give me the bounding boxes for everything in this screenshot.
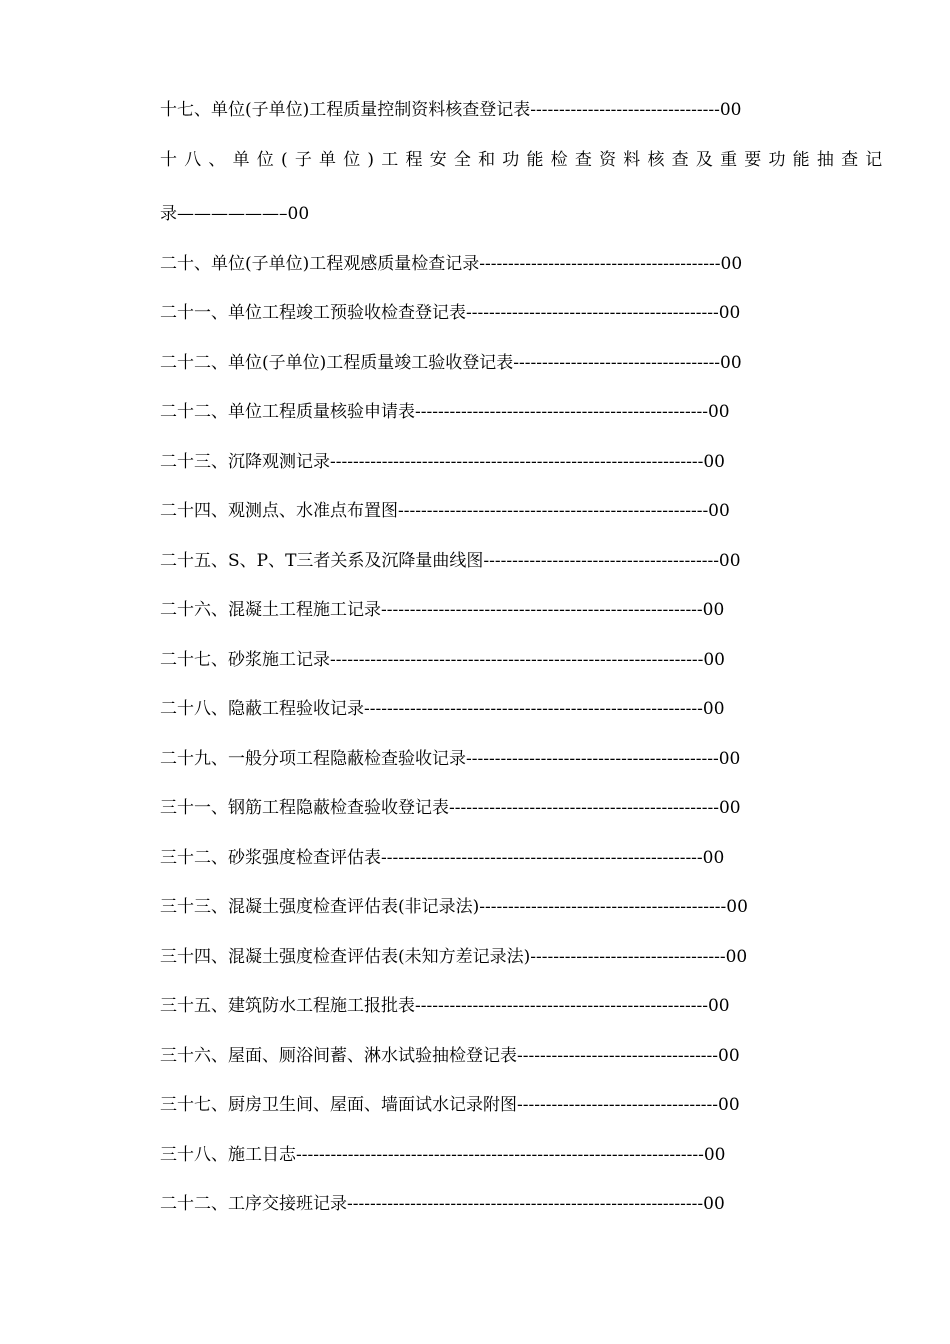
toc-entry-text: 三十一、钢筋工程隐蔽检查验收登记表-----------------------------------------------00 <box>160 798 741 818</box>
toc-entry-text: 二十一、单位工程竣工预验收检查登记表--------------------------------------------00 <box>160 303 741 323</box>
toc-entry-38 <box>160 1141 802 1169</box>
toc-entry-37 <box>160 1091 802 1119</box>
toc-entry-text: 三十四、混凝土强度检查评估表(未知方差记录法)----------------------------------00 <box>160 947 748 967</box>
toc-entry-text: 二十二、单位工程质量核验申请表---------------------------------------------------00 <box>160 402 730 422</box>
toc-entry-text: 三十七、厨房卫生间、屋面、墙面试水记录附图-----------------------------------00 <box>160 1095 740 1115</box>
toc-entry-26 <box>160 596 802 624</box>
toc-entry-text: 二十九、一般分项工程隐蔽检查验收记录--------------------------------------------00 <box>160 749 741 769</box>
toc-entry-text: 二十六、混凝土工程施工记录--------------------------------------------------------00 <box>160 600 725 620</box>
toc-entry-text: 三十二、砂浆强度检查评估表--------------------------------------------------------00 <box>160 848 725 868</box>
toc-entry-text: 二十七、砂浆施工记录-----------------------------------------------------------------00 <box>160 650 726 670</box>
toc-entry-27 <box>160 646 802 674</box>
toc-entry-text: 二十四、观测点、水准点布置图------------------------------------------------------00 <box>160 501 730 521</box>
toc-entry-22a <box>160 349 802 377</box>
toc-entry-text: 二十八、隐蔽工程验收记录-----------------------------------------------------------00 <box>160 699 725 719</box>
toc-entry-22b <box>160 398 802 426</box>
toc-entry-33 <box>160 893 802 921</box>
toc-entry-22c <box>160 1190 802 1218</box>
toc-entry-17 <box>160 96 802 124</box>
toc-entry-20 <box>160 250 802 278</box>
toc-entry-text: 二十二、工序交接班记录--------------------------------------------------------------00 <box>160 1194 725 1214</box>
toc-entry-text: 二十、单位(子单位)工程观感质量检查记录------------------------------------------00 <box>160 254 743 274</box>
toc-entry-31 <box>160 794 802 822</box>
toc-entry-text: 二十五、S、P、T三者关系及沉降量曲线图-----------------------------------------00 <box>160 551 741 571</box>
toc-entry-36 <box>160 1042 802 1070</box>
toc-entry-text: 三十三、混凝土强度检查评估表(非记录法)-------------------------------------------00 <box>160 897 748 917</box>
toc-entry-24 <box>160 497 802 525</box>
toc-entry-25 <box>160 547 802 575</box>
toc-entry-text: 三十八、施工日志-----------------------------------------------------------------------00 <box>160 1145 726 1165</box>
toc-entry-text: 二十三、沉降观测记录-----------------------------------------------------------------00 <box>160 452 726 472</box>
toc-entry-21 <box>160 299 802 327</box>
toc-entry-text: 三十六、屋面、厕浴间蓄、淋水试验抽检登记表-----------------------------------00 <box>160 1046 740 1066</box>
toc-entry-text: 二十二、单位(子单位)工程质量竣工验收登记表------------------------------------00 <box>160 353 742 373</box>
toc-entry-32 <box>160 844 802 872</box>
toc-entry-18-line2 <box>160 200 309 228</box>
toc-entry-23 <box>160 448 802 476</box>
toc-entry-text: 录——————–00 <box>160 204 310 224</box>
toc-entry-text: 十八、单位(子单位)工程安全和功能检查资料核查及重要功能抽查记 <box>160 150 890 170</box>
toc-entry-28 <box>160 695 802 723</box>
toc-entry-29 <box>160 745 802 773</box>
toc-entry-34 <box>160 943 802 971</box>
toc-entry-text: 十七、单位(子单位)工程质量控制资料核查登记表---------------------------------00 <box>160 100 742 120</box>
toc-entry-35 <box>160 992 802 1020</box>
toc-entry-18-line1 <box>160 146 890 174</box>
toc-entry-text: 三十五、建筑防水工程施工报批表---------------------------------------------------00 <box>160 996 730 1016</box>
